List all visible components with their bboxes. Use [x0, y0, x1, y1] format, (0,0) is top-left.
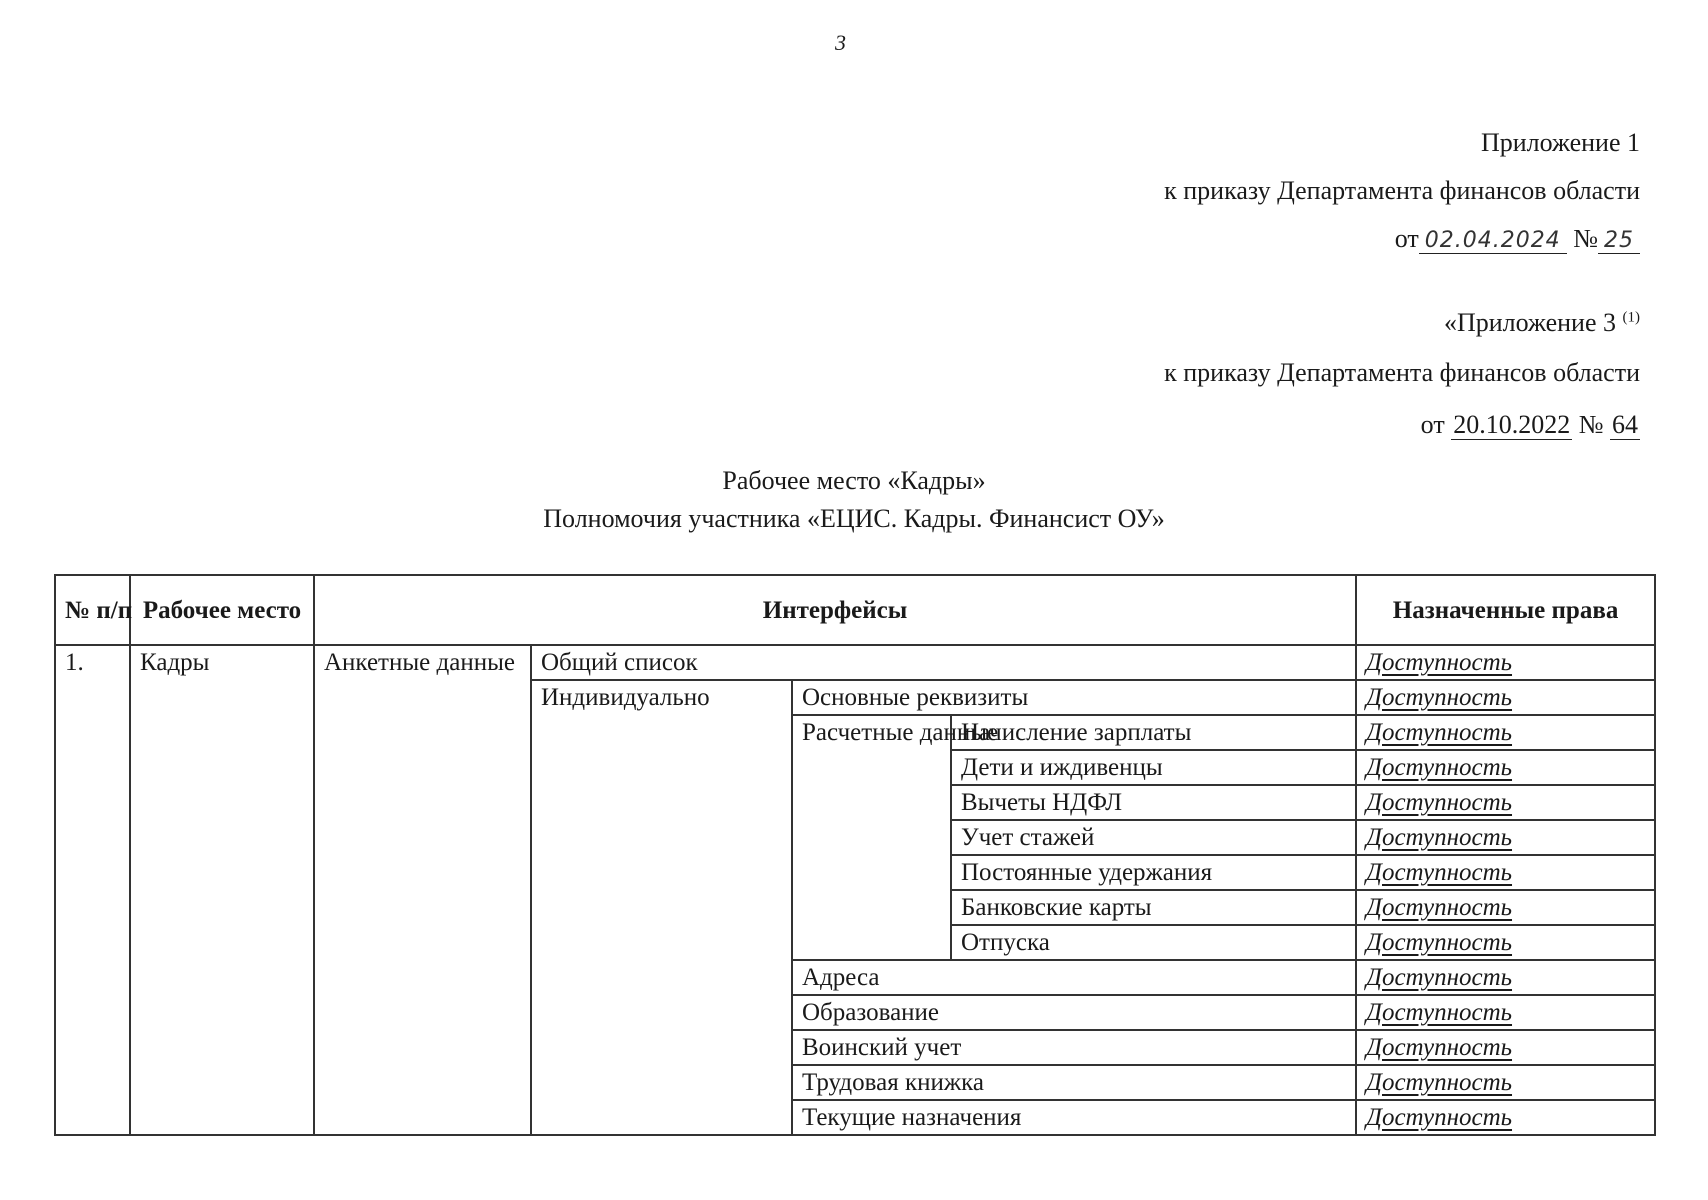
- from-label: от: [1420, 410, 1445, 439]
- cell-other-item: Текущие назначения: [792, 1100, 1356, 1135]
- cell-other-item: Трудовая книжка: [792, 1065, 1356, 1100]
- cell-right: Доступность: [1356, 890, 1655, 925]
- cell-right: Доступность: [1356, 995, 1655, 1030]
- cell-calc-item: Постоянные удержания: [951, 855, 1356, 890]
- from-label: от: [1394, 224, 1419, 253]
- cell-other-item: Образование: [792, 995, 1356, 1030]
- cell-other-item: Воинский учет: [792, 1030, 1356, 1065]
- number-label: №: [1573, 224, 1598, 253]
- cell-workplace: Кадры: [130, 645, 314, 1135]
- cell-right: Доступность: [1356, 785, 1655, 820]
- cell-right: Доступность: [1356, 680, 1655, 715]
- cell-right: Доступность: [1356, 960, 1655, 995]
- handwritten-number: 25: [1598, 228, 1640, 254]
- cell-calc-item: Начисление зарплаты: [951, 715, 1356, 750]
- cell-right: Доступность: [1356, 645, 1655, 680]
- table-row: [55, 645, 1655, 680]
- appendix-new-order: к приказу Департамента финансов области: [1164, 176, 1640, 205]
- cell-right: Доступность: [1356, 925, 1655, 960]
- appendix-old-date-line: [1421, 410, 1640, 440]
- appendix-new-date-line: [1395, 224, 1640, 254]
- header-rights: Назначенные права: [1356, 575, 1655, 645]
- order-number: 64: [1612, 410, 1638, 439]
- cell-individual: Индивидуально: [531, 680, 792, 1135]
- table-header-row: [55, 575, 1655, 645]
- appendix-old-superscript: (1): [1622, 309, 1640, 326]
- appendix-old-title: [1444, 308, 1640, 338]
- cell-main-details: Основные реквизиты: [792, 680, 1356, 715]
- cell-right: Доступность: [1356, 1030, 1655, 1065]
- cell-calc-item: Дети и иждивенцы: [951, 750, 1356, 785]
- cell-section: Анкетные данные: [314, 645, 531, 1135]
- appendix-old-order: к приказу Департамента финансов области: [1164, 358, 1640, 387]
- cell-calc-data: Расчетные данные: [792, 715, 951, 960]
- cell-calc-item: Отпуска: [951, 925, 1356, 960]
- header-workplace: Рабочее место: [130, 575, 314, 645]
- cell-calc-item: Вычеты НДФЛ: [951, 785, 1356, 820]
- handwritten-date: 02.04.2024: [1419, 228, 1567, 254]
- cell-right: Доступность: [1356, 1100, 1655, 1135]
- cell-other-item: Адреса: [792, 960, 1356, 995]
- participant-title: Полномочия участника «ЕЦИС. Кадры. Финансист ОУ»: [543, 504, 1165, 533]
- cell-row-num: 1.: [55, 645, 130, 1135]
- cell-right: Доступность: [1356, 1065, 1655, 1100]
- cell-calc-item: Учет стажей: [951, 820, 1356, 855]
- number-label: №: [1578, 410, 1604, 439]
- rights-table: [54, 574, 1656, 1136]
- appendix-new-title: Приложение 1: [1480, 128, 1640, 157]
- cell-right: Доступность: [1356, 855, 1655, 890]
- cell-calc-item: Банковские карты: [951, 890, 1356, 925]
- cell-right: Доступность: [1356, 750, 1655, 785]
- page-number: 3: [835, 30, 846, 55]
- cell-general-list: Общий список: [531, 645, 1356, 680]
- workplace-title: Рабочее место «Кадры»: [722, 466, 986, 495]
- header-num: № п/п: [55, 575, 130, 645]
- appendix-old-title-text: «Приложение 3: [1443, 308, 1616, 337]
- header-interfaces: Интерфейсы: [314, 575, 1356, 645]
- cell-right: Доступность: [1356, 820, 1655, 855]
- cell-right: Доступность: [1356, 715, 1655, 750]
- order-date: 20.10.2022: [1453, 410, 1571, 439]
